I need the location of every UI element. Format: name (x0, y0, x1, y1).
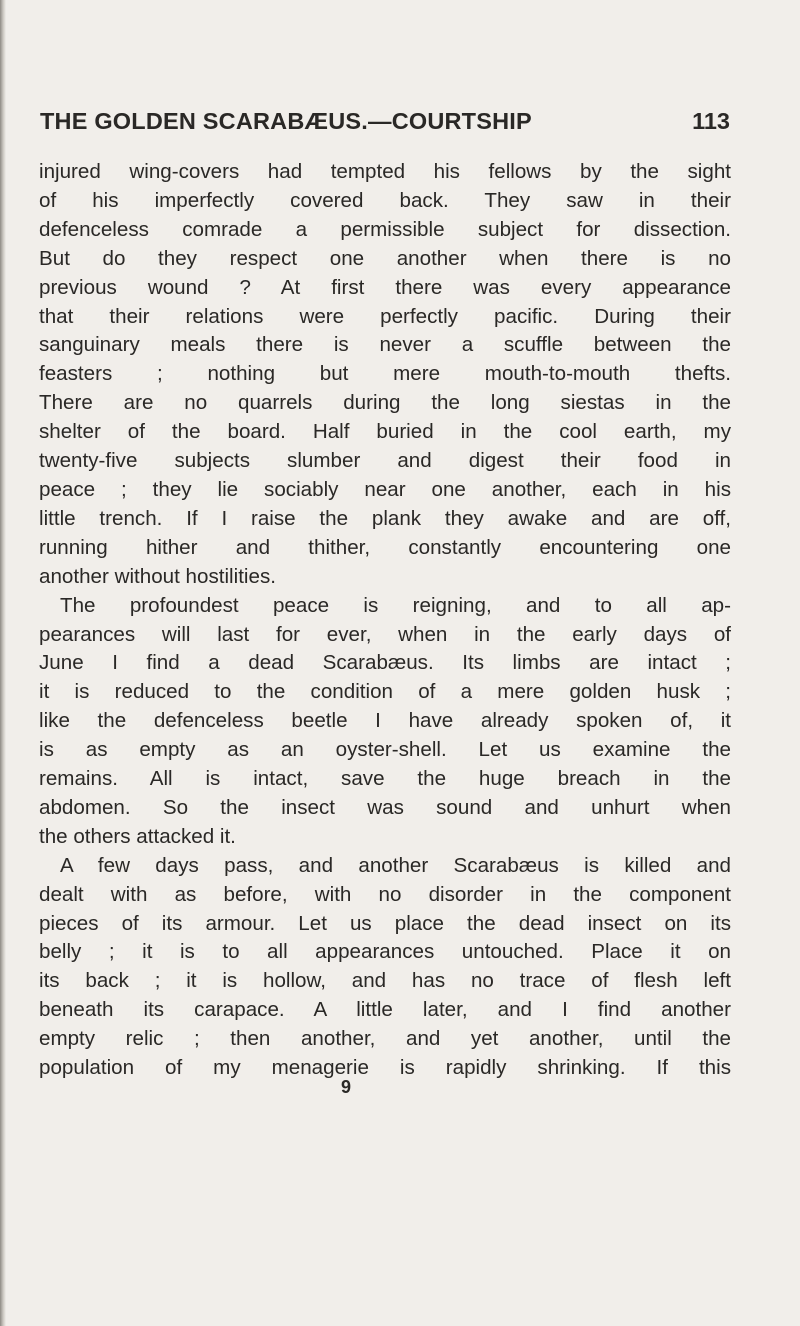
text-line: There are no quarrels during the long siestas in the (39, 391, 731, 415)
text-line: abdomen. So the insect was sound and unhurt when (39, 795, 731, 819)
page-gutter-shadow (0, 0, 6, 1326)
text-line: it is reduced to the condition of a mere golden husk ; (39, 680, 731, 704)
text-line: population of my menagerie is rapidly shrinking. If this (39, 1056, 731, 1080)
text-line: peace ; they lie sociably near one another, each in his (39, 477, 731, 501)
body-text (39, 158, 731, 1083)
text-line: injured wing-covers had tempted his fellows by the sight (39, 160, 731, 183)
text-line: belly ; it is to all appearances untouched. Place it on (39, 940, 731, 964)
text-line: sanguinary meals there is never a scuffle between the (39, 333, 731, 357)
running-head-title: THE GOLDEN SCARABÆUS.—COURTSHIP (40, 108, 532, 134)
text-line: of his imperfectly covered back. They saw in their (39, 188, 731, 212)
text-line: The profoundest peace is reigning, and to all ap- (60, 593, 731, 617)
text-line: running hither and thither, constantly encountering one (39, 535, 731, 559)
running-head (40, 108, 730, 148)
text-line: shelter of the board. Half buried in the cool earth, my (39, 420, 731, 444)
text-line: the others attacked it. (39, 824, 236, 848)
page-number: 113 (692, 108, 730, 134)
text-line: is as empty as an oyster-shell. Let us examine the (39, 738, 731, 762)
text-line: defenceless comrade a permissible subject for dissection. (39, 217, 731, 241)
text-line: its back ; it is hollow, and has no trace of flesh left (39, 969, 731, 993)
text-line: dealt with as before, with no disorder in the component (39, 882, 731, 906)
text-line: that their relations were perfectly pacific. During their (39, 304, 731, 328)
text-line: like the defenceless beetle I have already spoken of, it (39, 709, 731, 733)
text-line: pieces of its armour. Let us place the dead insect on its (39, 911, 731, 935)
text-line: twenty-five subjects slumber and digest their food in (39, 449, 731, 473)
text-line: A few days pass, and another Scarabæus is killed and (60, 853, 731, 877)
text-line: June I find a dead Scarabæus. Its limbs are intact ; (39, 651, 731, 675)
text-line: little trench. If I raise the plank they awake and are off, (39, 506, 731, 530)
text-line: beneath its carapace. A little later, and I find another (39, 998, 731, 1022)
text-line: remains. All is intact, save the huge breach in the (39, 767, 731, 791)
text-line: previous wound ? At first there was every appearance (39, 275, 731, 299)
text-line: pearances will last for ever, when in the early days of (39, 622, 731, 646)
text-line: another without hostilities. (39, 564, 276, 588)
text-line: feasters ; nothing but mere mouth-to-mouth thefts. (39, 362, 731, 386)
text-line: empty relic ; then another, and yet another, until the (39, 1027, 731, 1051)
signature-mark: 9 (340, 1077, 351, 1097)
text-line: But do they respect one another when there is no (39, 246, 731, 270)
